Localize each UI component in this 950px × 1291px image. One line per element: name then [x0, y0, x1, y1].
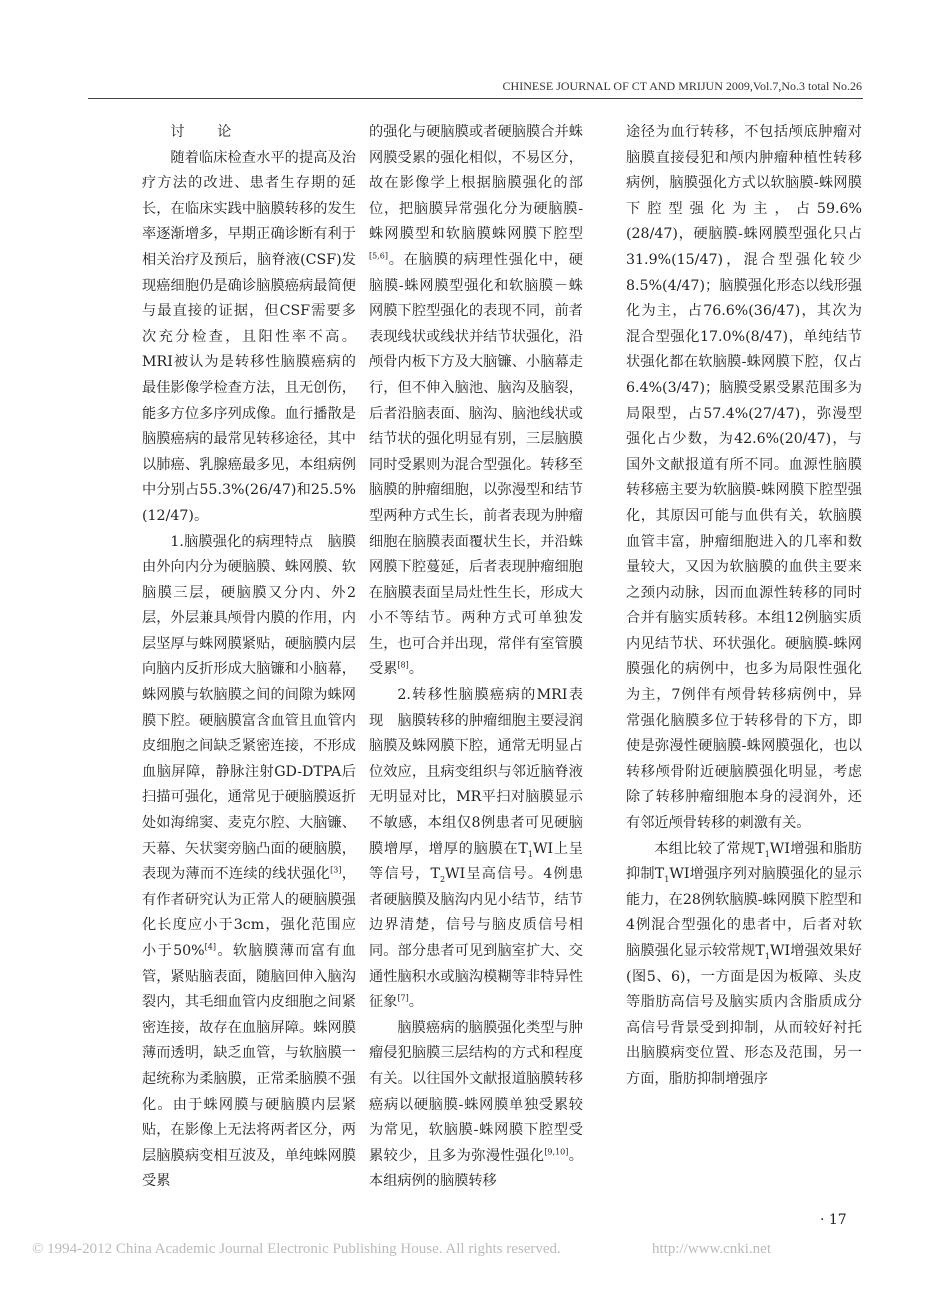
subscript: 1 [664, 875, 670, 885]
paragraph [142, 530, 356, 1195]
page-number: · 17 [820, 1212, 847, 1228]
citation-ref: [3] [330, 865, 342, 875]
paragraph-text: 。 [408, 661, 423, 678]
header-rule [88, 98, 863, 99]
subscript: 1 [764, 951, 770, 961]
citation-ref: [5,6] [369, 251, 388, 261]
paragraph [369, 1016, 583, 1195]
subscript: 1 [527, 849, 533, 859]
paragraph [369, 120, 583, 683]
paragraph-text: WI呈高信号。4例患者硬脑膜及脑沟内见小结节，结节边界清楚，信号与脑皮质信号相同。部分患者可见到脑室扩大、交通性脑积水或脑沟模糊等非特异性征象 [369, 866, 583, 1011]
paragraph-text: 1.脑膜强化的病理特点 脑膜由外向内分为硬脑膜、蛛网膜、软脑膜三层，硬脑膜又分内、外2层，外层兼具颅骨内膜的作用，内层坚厚与蛛网膜紧贴，硬脑膜内层向脑内反折形成大脑镰和小脑幕，蛛网膜与软脑膜之间的间隙为蛛网膜下腔。硬脑膜富含血管且血管内皮细胞之间缺乏紧密连接，不形成血脑屏障，静脉注射GD-DTPA后扫描可强化，通常见于硬脑膜返折处如海绵窦、麦克尔腔、大脑镰、天幕、矢状窦旁脑凸面的硬脑膜，表现为薄而不连续的线状强化 [142, 533, 356, 883]
citation-ref: [7] [397, 993, 409, 1003]
paragraph-text: 。本组病例的脑膜转移 [369, 1147, 583, 1190]
text-column-1 [142, 120, 356, 1195]
paragraph-text: 本组比较了常规T [654, 840, 765, 857]
cnki-url: http://www.cnki.net [652, 1241, 772, 1257]
paragraph [626, 120, 862, 837]
paragraph [626, 837, 862, 1093]
citation-ref: [8] [397, 660, 409, 670]
text-column-3 [626, 120, 862, 1093]
citation-ref: [4] [204, 942, 216, 952]
paragraph-text: WI上呈等信号，T [369, 840, 583, 883]
paragraph-text: 脑膜癌病的脑膜强化类型与肿瘤侵犯脑膜三层结构的方式和程度有关。以往国外文献报道脑膜转移癌病以硬脑膜-蛛网膜单独受累较为常见，软脑膜-蛛网膜下腔型受累较少，且多为弥漫性强化 [369, 1019, 583, 1164]
paragraph-text: 随着临床检查水平的提高及治疗方法的改进、患者生存期的延长，在临床实践中脑膜转移的发生率逐渐增多，早期正确诊断有利于相关治疗及预后，脑脊液(CSF)发现癌细胞仍是确诊脑膜癌病最简便与最直接的证据，但CSF需要多次充分检查，且阳性率不高。MRI被认为是转移性脑膜癌病的最佳影像学检查方法，且无创伤，能多方位多序列成像。血行播散是脑膜癌病的最常见转移途径，其中以肺癌、乳腺癌最多见，本组病例中分别占55.3%(26/47)和25.5%(12/47)。 [142, 149, 356, 524]
paragraph-text: 的强化与硬脑膜或者硬脑膜合并蛛网膜受累的强化相似，不易区分，故在影像学上根据脑膜强化的部位，把脑膜异常强化分为硬脑膜-蛛网膜型和软脑膜蛛网膜下腔型 [369, 124, 583, 243]
paragraph-text: 。 [408, 994, 423, 1011]
paragraph-text: 途径为血行转移，不包括颅底肿瘤对脑膜直接侵犯和颅内肿瘤种植性转移病例，脑膜强化方式以软脑膜-蛛网膜下腔型强化为主，占59.6%(28/47)，硬脑膜-蛛网膜型强化只占31.9%(15/47)，混合型强化较少8.5%(4/47)；脑膜强化形态以线形强化为主，占76.6%(36/47)，其次为混合型强化17.0%(8/47)，单纯结节状强化都在软脑膜-蛛网膜下腔，仅占6.4%(3/47)；脑膜受累受累范围多为局限型，占57.4%(27/47)，弥漫型强化占少数，为42.6%(20/47)，与国外文献报道有所不同。血源性脑膜转移癌主要为软脑膜-蛛网膜下腔型强化，其原因可能与血供有关，软脑膜血管丰富，肿瘤细胞进入的几率和数量较大，又因为软脑膜的血供主要来之颈内动脉，因而血源性转移的同时合并有脑实质转移。本组12例脑实质内见结节状、环状强化。硬脑膜-蛛网膜强化的病例中，也多为局限性强化为主，7例伴有颅骨转移病例中，异常强化脑膜多位于转移骨的下方，即使是弥漫性硬脑膜-蛛网膜强化，也以转移颅骨附近硬脑膜强化明显，考虑除了转移肿瘤细胞本身的浸润外，还有邻近颅骨转移的刺激有关。 [626, 124, 862, 832]
paragraph [142, 146, 356, 530]
paragraph-text: 。在脑膜的病理性强化中，硬脑膜-蛛网膜型强化和软脑膜－蛛网膜下腔型强化的表现不同，前者表现线状或线状并结节状强化，沿颅骨内板下方及大脑镰、小脑幕走行，但不伸入脑池、脑沟及脑裂，后者沿脑表面、脑沟、脑池线状或结节状的强化明显有别，三层脑膜同时受累则为混合型强化。转移至脑膜的肿瘤细胞，以弥漫型和结节型两种方式生长，前者表现为肿瘤细胞在脑膜表面覆状生长，并沿蛛网膜下腔蔓延，后者表现肿瘤细胞在脑膜表面呈局灶性生长，形成大小不等结节。两种方式可单独发生，也可合并出现，常伴有室管膜受累 [369, 251, 583, 678]
paragraph-text: ，有作者研究认为正常人的硬脑膜强化长度应小于3cm，强化范围应小于50% [142, 866, 356, 959]
paragraph-text: WI增强和脂肪抑制T [626, 840, 863, 883]
paragraph-text: 。软脑膜薄而富有血管，紧贴脑表面，随脑回伸入脑沟裂内，其毛细血管内皮细胞之间紧密连接，故存在血脑屏障。蛛网膜薄而透明，缺乏血管，与软脑膜一起统称为柔脑膜，正常柔脑膜不强化。由于蛛网膜与硬脑膜内层紧贴，在影像上无法将两者区分，两层脑膜病变相互波及，单纯蛛网膜受累 [142, 943, 356, 1190]
paragraph-text: 2.转移性脑膜癌病的MRI表现 脑膜转移的肿瘤细胞主要浸润脑膜及蛛网膜下腔，通常无明显占位效应，且病变组织与邻近脑脊液无明显对比，MR平扫对脑膜显示不敏感，本组仅8例患者可见硬脑膜增厚，增厚的脑膜在T [369, 687, 583, 857]
subscript: 2 [439, 875, 446, 885]
paragraph-text: WI增强序列对脑膜强化的显示能力，在28例软脑膜-蛛网膜下腔型和4例混合型强化的患者中，后者对软脑膜强化显示较常规T [626, 866, 862, 959]
text-column-2 [369, 120, 583, 1195]
subscript: 1 [764, 849, 770, 859]
copyright-notice: © 1994-2012 China Academic Journal Electronic Publishing House. All rights reserved. [32, 1241, 561, 1257]
journal-header: CHINESE JOURNAL OF CT AND MRIJUN 2009,Vol.7,No.3 total No.26 [502, 79, 862, 93]
section-heading: 讨 论 [170, 124, 246, 140]
paragraph-text: WI增强效果好(图5、6)，一方面是因为板障、头皮等脂肪高信号及脑实质内含脂质成分高信号背景受到抑制，从而较好衬托出脑膜病变位置、形态及范围，另一方面，脂肪抑制增强序 [626, 943, 862, 1087]
paragraph [369, 683, 583, 1016]
citation-ref: [9,10] [544, 1147, 569, 1157]
